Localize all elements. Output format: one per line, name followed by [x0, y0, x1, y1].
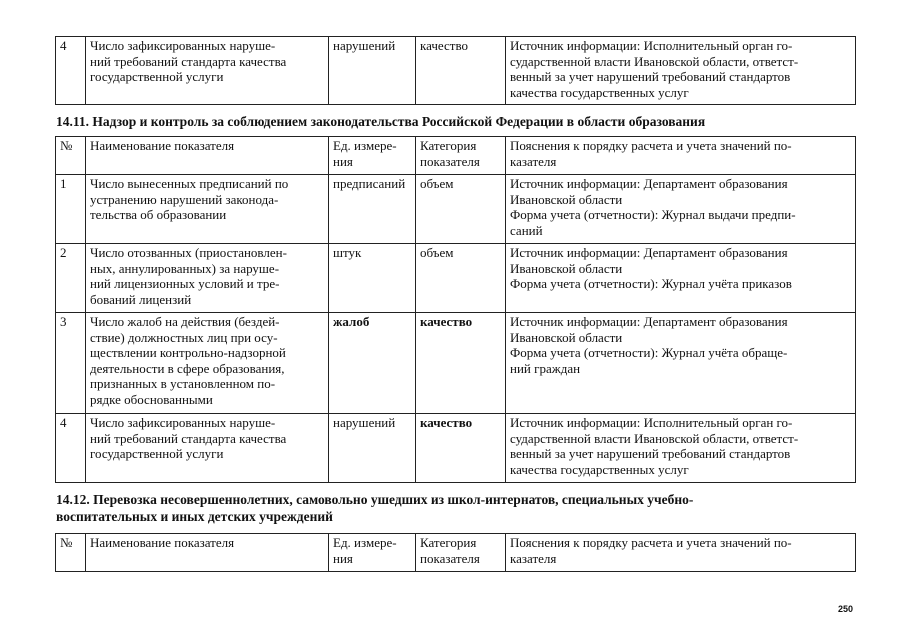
header-notes: Пояснения к порядку расчета и учета значений по- казателя	[506, 534, 856, 572]
category-cell: качество	[416, 313, 506, 414]
table-row	[56, 175, 856, 244]
header-unit: Ед. измере- ния	[329, 137, 416, 175]
indicator-name: Число вынесенных предписаний по устранению нарушений законода- тельства об образовании	[86, 175, 329, 244]
unit-cell: нарушений	[329, 414, 416, 483]
table-header-row	[56, 137, 856, 175]
table-row	[56, 37, 856, 105]
header-category: Категория показателя	[416, 534, 506, 572]
indicator-name: Число зафиксированных наруше- ний требований стандарта качества государственной услуги	[86, 414, 329, 483]
unit-cell: нарушений	[329, 37, 416, 105]
table-14-11	[55, 136, 856, 483]
indicator-name: Число зафиксированных наруше- ний требований стандарта качества государственной услуги	[86, 37, 329, 105]
notes-cell: Источник информации: Исполнительный орган го- сударственной власти Ивановской области, ответст- венный за учет нарушений требований стандартов качества государственных услуг	[506, 414, 856, 483]
row-number: 3	[56, 313, 86, 414]
table-14-12	[55, 533, 856, 572]
row-number: 4	[56, 414, 86, 483]
page-number: 250	[838, 604, 854, 614]
category-cell: объем	[416, 175, 506, 244]
indicator-name: Число жалоб на действия (бездей- ствие) должностных лиц при осу- ществлении контрольно-надзорной деятельности в сфере образования, признанных в установленном по- рядке обоснованными	[86, 313, 329, 414]
unit-cell: предписаний	[329, 175, 416, 244]
table-row	[56, 244, 856, 313]
category-cell: объем	[416, 244, 506, 313]
header-category: Категория показателя	[416, 137, 506, 175]
header-name: Наименование показателя	[86, 137, 329, 175]
header-num: №	[56, 137, 86, 175]
unit-cell: штук	[329, 244, 416, 313]
table-header-row	[56, 534, 856, 572]
table-continuation	[55, 36, 856, 105]
header-name: Наименование показателя	[86, 534, 329, 572]
row-number: 1	[56, 175, 86, 244]
table-row	[56, 313, 856, 414]
header-notes: Пояснения к порядку расчета и учета значений по- казателя	[506, 137, 856, 175]
header-num: №	[56, 534, 86, 572]
unit-cell: жалоб	[329, 313, 416, 414]
row-number: 2	[56, 244, 86, 313]
notes-cell: Источник информации: Исполнительный орган го- сударственной власти Ивановской области, ответст- венный за учет нарушений требований стандартов качества государственных услуг	[506, 37, 856, 105]
category-cell: качество	[416, 37, 506, 105]
table-row	[56, 414, 856, 483]
section-heading-14-11: 14.11. Надзор и контроль за соблюдением законодательства Российской Федерации в области образования	[56, 114, 706, 129]
category-cell: качество	[416, 414, 506, 483]
notes-cell: Источник информации: Департамент образования Ивановской области Форма учета (отчетности): Журнал учёта приказов	[506, 244, 856, 313]
section-heading-14-12: 14.12. Перевозка несовершеннолетних, самовольно ушедших из школ-интернатов, специальных учебно- воспитательных и иных детских учреждений	[56, 492, 694, 524]
header-unit: Ед. измере- ния	[329, 534, 416, 572]
row-number: 4	[56, 37, 86, 105]
notes-cell: Источник информации: Департамент образования Ивановской области Форма учета (отчетности): Журнал выдачи предпи- саний	[506, 175, 856, 244]
indicator-name: Число отозванных (приостановлен- ных, аннулированных) за наруше- ний лицензионных условий и тре- бований лицензий	[86, 244, 329, 313]
notes-cell: Источник информации: Департамент образования Ивановской области Форма учета (отчетности): Журнал учёта обраще- ний граждан	[506, 313, 856, 414]
